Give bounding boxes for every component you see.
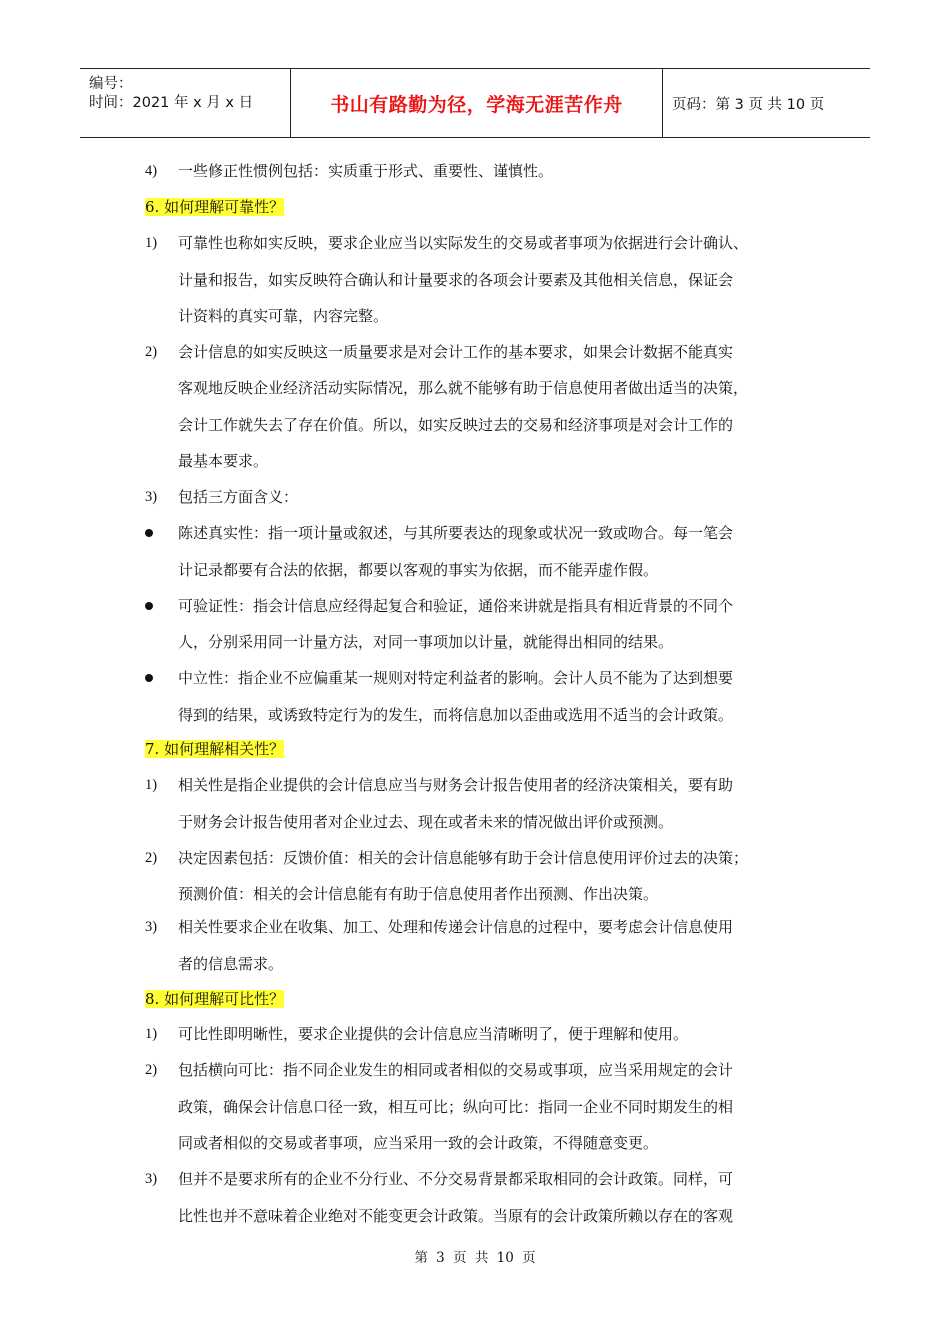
paragraph-line: 客观地反映企业经济活动实际情况，那么就不能够有助于信息使用者做出适当的决策， [178,379,749,397]
paragraph-line: 相关性是指企业提供的会计信息应当与财务会计报告使用者的经济决策相关，要有助 [178,776,734,794]
paragraph-line: 会计工作就失去了存在价值。所以，如实反映过去的交易和经济事项是对会计工作的 [178,416,734,434]
list-number: 3) [145,1171,158,1187]
paragraph-line: 计量和报告，如实反映符合确认和计量要求的各项会计要素及其他相关信息，保证会 [178,271,734,289]
paragraph-line: 计资料的真实可靠，内容完整。 [178,307,389,325]
paragraph-line: 可靠性也称如实反映，要求企业应当以实际发生的交易或者事项为依据进行会计确认、 [178,234,749,252]
paragraph-line: 决定因素包括：反馈价值：相关的会计信息能够有助于会计信息使用评价过去的决策； [178,849,749,867]
paragraph-line: 同或者相似的交易或者事项，应当采用一致的会计政策，不得随意变更。 [178,1134,659,1152]
page-footer: 第 3 页 共 10 页 [414,1250,536,1266]
paragraph-line: 比性也并不意味着企业绝对不能变更会计政策。当原有的会计政策所赖以存在的客观 [178,1207,734,1225]
list-number: 1) [145,1026,158,1042]
question-heading-8: 8. 如何理解可比性？ [145,990,285,1008]
list-number: 1) [145,235,158,251]
paragraph-line: 包括横向可比：指不同企业发生的相同或者相似的交易或事项，应当采用规定的会计 [178,1061,734,1079]
time-label: 时间：2021 年 x 月 x 日 [89,95,254,111]
header-page-cell [663,69,870,137]
paragraph-line: 陈述真实性：指一项计量或叙述，与其所要表达的现象或状况一致或吻合。每一笔会 [178,524,734,542]
page-label: 页码：第 3 页 共 10 页 [672,96,825,113]
header-motto-cell [291,69,663,137]
paragraph-line: 人，分别采用同一计量方法，对同一事项加以计量，就能得出相同的结果。 [178,633,674,651]
motto: 书山有路勤为径，学海无涯苦作舟 [330,93,623,116]
paragraph-line: 包括三方面含义： [178,488,299,506]
paragraph-line: 可验证性：指会计信息应经得起复合和验证，通俗来讲就是指具有相近背景的不同个 [178,597,734,615]
list-number: 3) [145,489,158,505]
paragraph-line: 得到的结果，或诱致特定行为的发生，而将信息加以歪曲或选用不适当的会计政策。 [178,706,734,724]
paragraph-line: 于财务会计报告使用者对企业过去、现在或者未来的情况做出评价或预测。 [178,813,674,831]
paragraph-line: 最基本要求。 [178,452,269,470]
paragraph-line: 者的信息需求。 [178,955,284,973]
list-number: 2) [145,1062,158,1078]
bullet-dot [145,674,153,682]
bullet-dot [145,529,153,537]
question-heading-6: 6. 如何理解可靠性？ [145,198,285,216]
paragraph-line: 一些修正性惯例包括：实质重于形式、重要性、谨慎性。 [178,162,554,180]
paragraph-line: 计记录都要有合法的依据，都要以客观的事实为依据，而不能弄虚作假。 [178,561,659,579]
paragraph-line: 会计信息的如实反映这一质量要求是对会计工作的基本要求，如果会计数据不能真实 [178,343,734,361]
list-number: 1) [145,777,158,793]
list-number: 4) [145,163,158,179]
header-table [80,68,870,138]
list-number: 3) [145,919,158,935]
paragraph-line: 可比性即明晰性，要求企业提供的会计信息应当清晰明了，便于理解和使用。 [178,1025,689,1043]
question-heading-7: 7. 如何理解相关性？ [145,740,285,758]
paragraph-line: 政策，确保会计信息口径一致，相互可比；纵向可比：指同一企业不同时期发生的相 [178,1098,734,1116]
header-meta-cell [80,69,291,137]
bullet-dot [145,602,153,610]
list-number: 2) [145,344,158,360]
paragraph-line: 中立性：指企业不应偏重某一规则对特定利益者的影响。会计人员不能为了达到想要 [178,669,734,687]
paragraph-line: 相关性要求企业在收集、加工、处理和传递会计信息的过程中，要考虑会计信息使用 [178,918,734,936]
paragraph-line: 但并不是要求所有的企业不分行业、不分交易背景都采取相同的会计政策。同样，可 [178,1170,734,1188]
number-label: 编号： [89,76,133,92]
list-number: 2) [145,850,158,866]
paragraph-line: 预测价值：相关的会计信息能有有助于信息使用者作出预测、作出决策。 [178,885,659,903]
